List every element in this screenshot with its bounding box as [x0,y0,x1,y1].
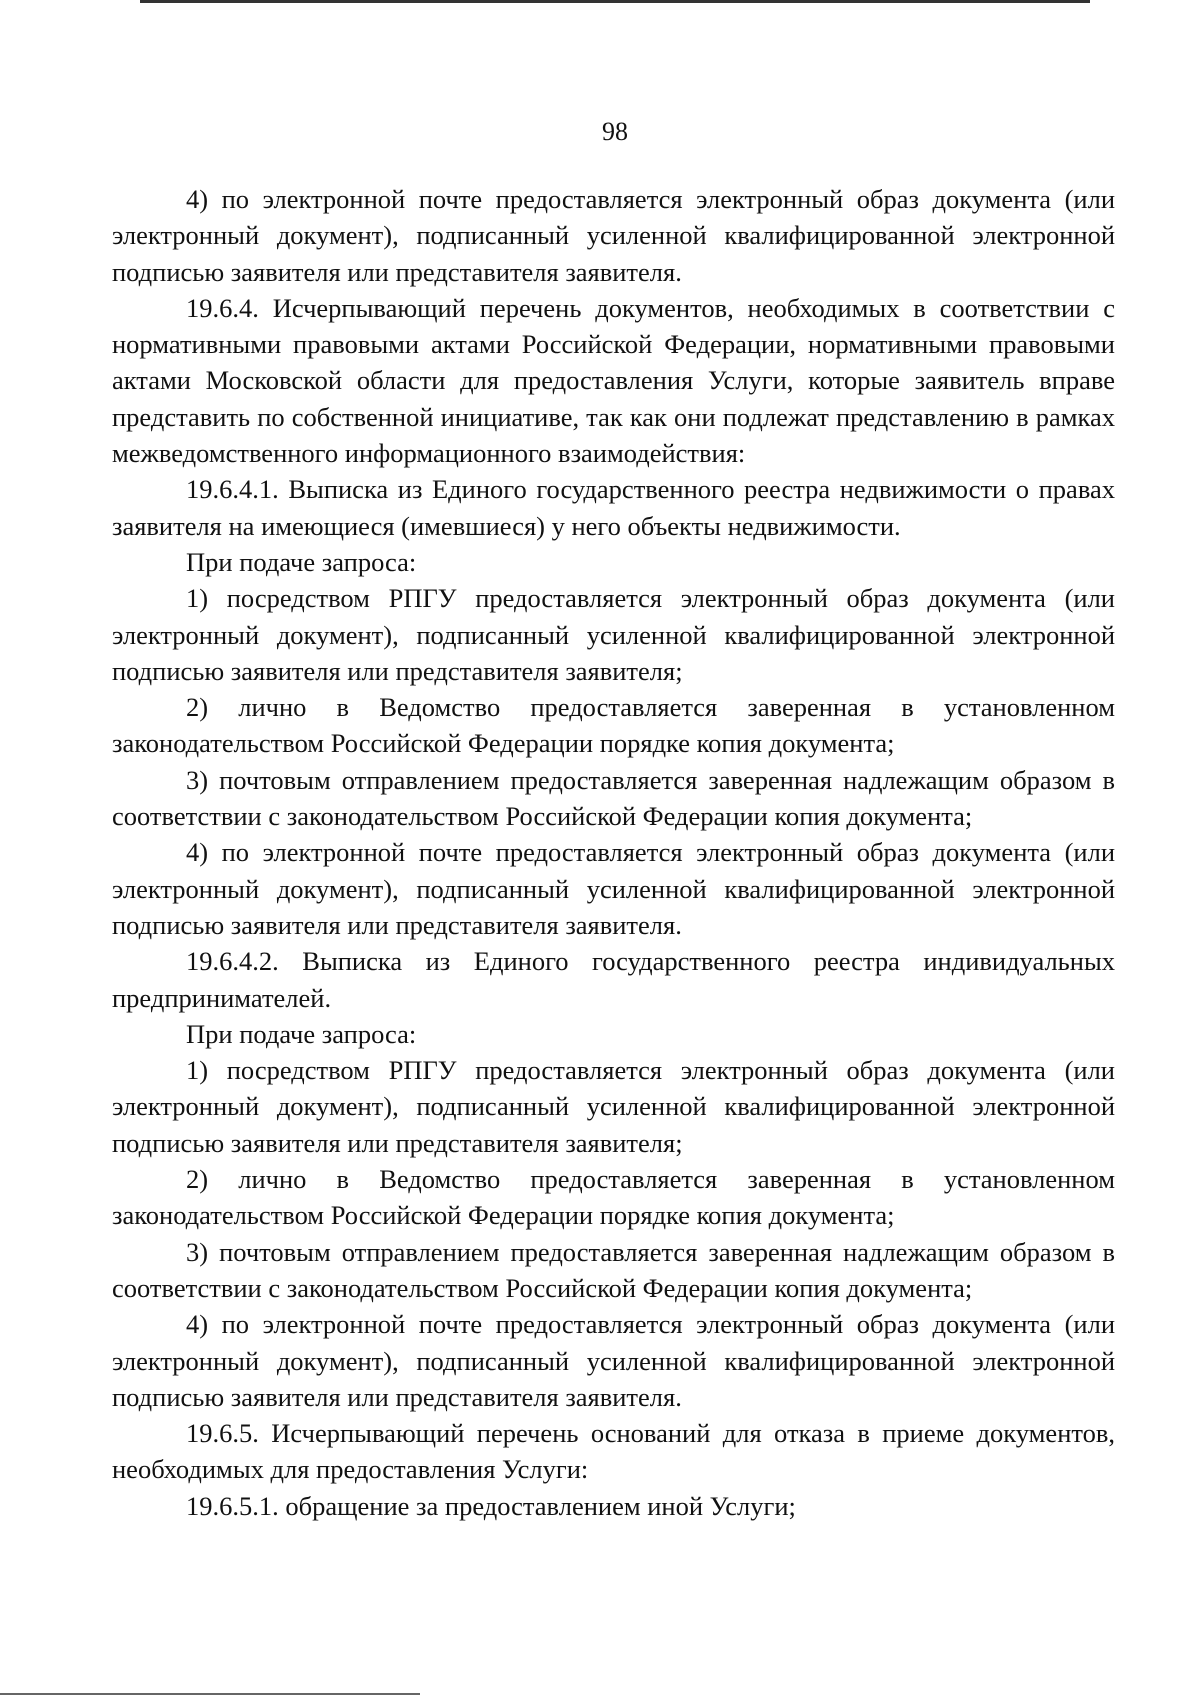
paragraph: 19.6.5.1. обращение за предоставлением иной Услуги; [186,1490,796,1521]
paragraph: При подаче запроса: [186,1018,417,1049]
paragraph: 4) по электронной почте предоставляется электронный образ документа (или электронный документ), подписанный усиленной квалифицированной электронной подписью заявителя или представителя заявителя. [112,184,1115,287]
page-number: 98 [602,117,628,146]
paragraph: 19.6.4.2. Выписка из Единого государственного реестра индивидуальных предпринимателей. [112,946,1115,1013]
paragraph: 1) посредством РПГУ предоставляется электронный образ документа (или электронный документ), подписанный усиленной квалифицированной электронной подписью заявителя или представителя заявителя; [112,1055,1115,1158]
paragraph: 4) по электронной почте предоставляется электронный образ документа (или электронный документ), подписанный усиленной квалифицированной электронной подписью заявителя или представителя заявителя. [112,837,1115,940]
paragraph: 3) почтовым отправлением предоставляется заверенная надлежащим образом в соответствии с законодательством Российской Федерации копия документа; [112,764,1115,832]
paragraph: 1) посредством РПГУ предоставляется электронный образ документа (или электронный документ), подписанный усиленной квалифицированной электронной подписью заявителя или представителя заявителя; [112,583,1115,686]
scan-edge-bottom [0,1693,420,1695]
paragraph: 4) по электронной почте предоставляется электронный образ документа (или электронный документ), подписанный усиленной квалифицированной электронной подписью заявителя или представителя заявителя. [112,1309,1115,1412]
scan-edge-top [140,0,1090,3]
paragraph: 2) лично в Ведомство предоставляется заверенная в установленном законодательством Российской Федерации порядке копия документа; [112,1164,1115,1231]
document-body [112,181,1115,1524]
paragraph: 19.6.4.1. Выписка из Единого государственного реестра недвижимости о правах заявителя на имеющиеся (имевшиеся) у него объекты недвижимости. [112,474,1115,541]
paragraph: При подаче запроса: [186,546,417,577]
paragraph: 3) почтовым отправлением предоставляется заверенная надлежащим образом в соответствии с законодательством Российской Федерации копия документа; [112,1236,1115,1303]
paragraph: 19.6.4. Исчерпывающий перечень документов, необходимых в соответствии с нормативными правовыми актами Российской Федерации, нормативными правовыми актами Московской области для предоставления Услуги, которые заявитель вправе представить по собственной инициативе, так как они подлежат представлению в рамках межведомственного информационного взаимодействия: [112,292,1115,469]
paragraph: 2) лично в Ведомство предоставляется заверенная в установленном законодательством Российской Федерации порядке копия документа; [112,692,1115,759]
paragraph: 19.6.5. Исчерпывающий перечень оснований для отказа в приеме документов, необходимых для предоставления Услуги: [112,1418,1115,1485]
